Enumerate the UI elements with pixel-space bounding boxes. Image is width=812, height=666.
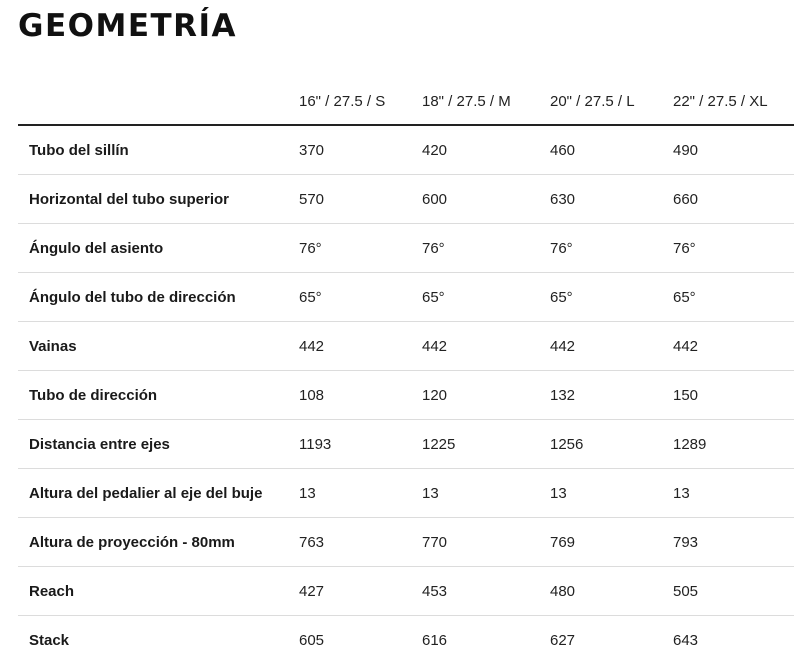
- cell-value: 13: [550, 469, 673, 518]
- table-row: [18, 371, 794, 420]
- cell-value: 460: [550, 125, 673, 175]
- header-size-s: 16" / 27.5 / S: [299, 78, 422, 125]
- table-row: [18, 224, 794, 273]
- row-label: Ángulo del tubo de dirección: [18, 273, 299, 322]
- cell-value: 453: [422, 567, 550, 616]
- table-row: [18, 125, 794, 175]
- cell-value: 65°: [550, 273, 673, 322]
- cell-value: 76°: [673, 224, 794, 273]
- cell-value: 763: [299, 518, 422, 567]
- cell-value: 442: [422, 322, 550, 371]
- cell-value: 660: [673, 175, 794, 224]
- cell-value: 442: [299, 322, 422, 371]
- header-size-m: 18" / 27.5 / M: [422, 78, 550, 125]
- page-title: GEOMETRÍA: [18, 8, 238, 44]
- cell-value: 1289: [673, 420, 794, 469]
- header-empty: [18, 78, 299, 125]
- row-label: Distancia entre ejes: [18, 420, 299, 469]
- cell-value: 480: [550, 567, 673, 616]
- cell-value: 108: [299, 371, 422, 420]
- cell-value: 13: [673, 469, 794, 518]
- cell-value: 76°: [550, 224, 673, 273]
- table-row: [18, 518, 794, 567]
- cell-value: 1225: [422, 420, 550, 469]
- table-row: [18, 175, 794, 224]
- cell-value: 65°: [299, 273, 422, 322]
- row-label: Tubo de dirección: [18, 371, 299, 420]
- header-size-l: 20" / 27.5 / L: [550, 78, 673, 125]
- geometry-table: [18, 78, 794, 664]
- cell-value: 1256: [550, 420, 673, 469]
- cell-value: 769: [550, 518, 673, 567]
- cell-value: 1193: [299, 420, 422, 469]
- cell-value: 793: [673, 518, 794, 567]
- header-row: [18, 78, 794, 125]
- cell-value: 132: [550, 371, 673, 420]
- cell-value: 13: [299, 469, 422, 518]
- cell-value: 570: [299, 175, 422, 224]
- cell-value: 370: [299, 125, 422, 175]
- cell-value: 13: [422, 469, 550, 518]
- cell-value: 630: [550, 175, 673, 224]
- row-label: Altura de proyección - 80mm: [18, 518, 299, 567]
- header-size-xl: 22" / 27.5 / XL: [673, 78, 794, 125]
- row-label: Stack: [29, 631, 70, 649]
- cell-value: 427: [299, 567, 422, 616]
- cell-value: 76°: [299, 224, 422, 273]
- cell-value: 420: [422, 125, 550, 175]
- cell-value: 643: [673, 631, 699, 649]
- row-label: Vainas: [18, 322, 299, 371]
- cell-value: 600: [422, 175, 550, 224]
- cell-value: 65°: [422, 273, 550, 322]
- table-row: [18, 322, 794, 371]
- cell-value: 770: [422, 518, 550, 567]
- cell-value: 150: [673, 371, 794, 420]
- cell-value: 442: [673, 322, 794, 371]
- table-row: [18, 420, 794, 469]
- cell-value: 65°: [673, 273, 794, 322]
- cell-value: 120: [422, 371, 550, 420]
- row-label: Tubo del sillín: [18, 125, 299, 175]
- cell-value: 605: [299, 631, 325, 649]
- row-label: Altura del pedalier al eje del buje: [18, 469, 299, 518]
- cell-value: 616: [422, 631, 448, 649]
- table-row: [18, 567, 794, 616]
- row-label: Horizontal del tubo superior: [18, 175, 299, 224]
- cell-value: 505: [673, 567, 794, 616]
- row-label: Ángulo del asiento: [18, 224, 299, 273]
- cell-value: 490: [673, 125, 794, 175]
- table-row: [18, 616, 794, 665]
- row-label: Reach: [18, 567, 299, 616]
- table-row: [18, 273, 794, 322]
- cell-value: 442: [550, 322, 673, 371]
- cell-value: 76°: [422, 224, 550, 273]
- cell-value: 627: [550, 631, 576, 649]
- table-row: [18, 469, 794, 518]
